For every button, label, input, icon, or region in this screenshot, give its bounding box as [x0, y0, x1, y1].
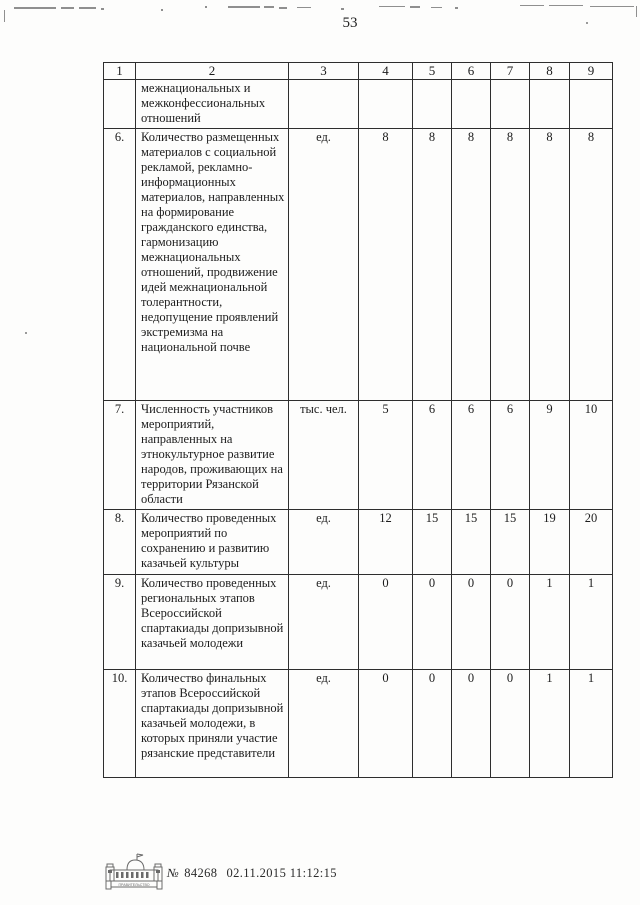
- stamp-caption: ПРАВИТЕЛЬСТВО: [118, 882, 150, 887]
- value-cell: 1: [530, 670, 570, 778]
- column-header: 9: [570, 63, 613, 80]
- value-cell: [452, 80, 491, 129]
- page-number: 53: [342, 15, 358, 31]
- value-cell: 6: [491, 401, 530, 510]
- value-cell: 8: [413, 129, 452, 401]
- number-sign: №: [167, 866, 180, 880]
- scan-artifact: [410, 6, 420, 8]
- scan-artifact: [14, 7, 56, 9]
- value-cell: 8: [359, 129, 413, 401]
- scan-artifact: [549, 5, 583, 6]
- scan-artifact: [279, 7, 287, 9]
- value-cell: 8: [452, 129, 491, 401]
- table-row: [104, 575, 613, 670]
- value-cell: 0: [359, 575, 413, 670]
- value-cell: 8: [491, 129, 530, 401]
- indicator-name-cell: межнациональных и межконфессиональных отношений: [136, 80, 289, 129]
- scan-artifact: [590, 6, 634, 7]
- scan-artifact: [297, 7, 311, 8]
- table-row: [104, 510, 613, 575]
- table-header-row: [104, 63, 613, 80]
- value-cell: 15: [413, 510, 452, 575]
- indicator-name-cell: Количество проведенных региональных этапов Всероссийской спартакиады допризывной казачьей молодежи: [136, 575, 289, 670]
- column-header: 5: [413, 63, 452, 80]
- column-header: 4: [359, 63, 413, 80]
- value-cell: 20: [570, 510, 613, 575]
- row-number-cell: 7.: [104, 401, 136, 510]
- value-cell: 0: [359, 670, 413, 778]
- registration-number: 84268: [184, 866, 218, 880]
- scan-artifact: [264, 6, 274, 8]
- indicators-table: [103, 62, 613, 778]
- value-cell: 19: [530, 510, 570, 575]
- value-cell: 5: [359, 401, 413, 510]
- table-row: [104, 80, 613, 129]
- value-cell: 1: [570, 670, 613, 778]
- unit-cell: тыс. чел.: [289, 401, 359, 510]
- value-cell: [359, 80, 413, 129]
- value-cell: 8: [570, 129, 613, 401]
- value-cell: 15: [452, 510, 491, 575]
- scan-artifact: [161, 9, 163, 11]
- unit-cell: ед.: [289, 575, 359, 670]
- row-number-cell: 8.: [104, 510, 136, 575]
- value-cell: 0: [413, 670, 452, 778]
- unit-cell: [289, 80, 359, 129]
- row-number-cell: 6.: [104, 129, 136, 401]
- value-cell: 0: [491, 670, 530, 778]
- column-header: 2: [136, 63, 289, 80]
- row-number-cell: 9.: [104, 575, 136, 670]
- column-header: 7: [491, 63, 530, 80]
- value-cell: [491, 80, 530, 129]
- scan-artifact: [455, 7, 458, 9]
- value-cell: 8: [530, 129, 570, 401]
- row-number-cell: 10.: [104, 670, 136, 778]
- indicator-name-cell: Численность участников мероприятий, направленных на этнокультурное развитие народов, проживающих на территории Рязанской области: [136, 401, 289, 510]
- scan-artifact: [4, 10, 5, 22]
- indicator-name-cell: Количество финальных этапов Всероссийской спартакиады допризывной казачьей молодежи, в которых приняли участие рязанские представители: [136, 670, 289, 778]
- unit-cell: ед.: [289, 129, 359, 401]
- column-header: 3: [289, 63, 359, 80]
- indicator-name-cell: Количество проведенных мероприятий по сохранению и развитию казачьей культуры: [136, 510, 289, 575]
- scan-artifact: [61, 7, 74, 9]
- scan-artifact: [520, 5, 544, 6]
- value-cell: 9: [530, 401, 570, 510]
- scan-artifact: [101, 8, 104, 10]
- value-cell: 6: [452, 401, 491, 510]
- row-number-cell: [104, 80, 136, 129]
- scan-artifact: [79, 7, 96, 9]
- table-row: [104, 129, 613, 401]
- value-cell: 0: [452, 670, 491, 778]
- table-row: [104, 670, 613, 778]
- indicator-name-cell: Количество размещенных материалов с социальной рекламой, рекламно-информационных материалов, направленных на формирование гражданского единства, гармонизацию межнациональных отношений, продвижение идей межнациональной толерантности, недопущение проявлений экстремизма на национальной почве: [136, 129, 289, 401]
- column-header: 1: [104, 63, 136, 80]
- scan-artifact: [25, 332, 27, 334]
- value-cell: 0: [413, 575, 452, 670]
- scan-artifact: [636, 6, 637, 17]
- value-cell: 0: [491, 575, 530, 670]
- unit-cell: ед.: [289, 670, 359, 778]
- government-building-stamp-icon: [104, 851, 164, 900]
- value-cell: 12: [359, 510, 413, 575]
- unit-cell: ед.: [289, 510, 359, 575]
- value-cell: 10: [570, 401, 613, 510]
- scan-artifact: [228, 6, 260, 8]
- value-cell: 0: [452, 575, 491, 670]
- scan-artifact: [341, 8, 344, 10]
- column-header: 6: [452, 63, 491, 80]
- scan-artifact: [205, 6, 207, 8]
- value-cell: [413, 80, 452, 129]
- value-cell: 1: [530, 575, 570, 670]
- table-row: [104, 401, 613, 510]
- value-cell: 1: [570, 575, 613, 670]
- value-cell: 15: [491, 510, 530, 575]
- scan-artifact: [586, 22, 588, 24]
- column-header: 8: [530, 63, 570, 80]
- scan-artifact: [379, 6, 405, 7]
- value-cell: 6: [413, 401, 452, 510]
- scan-artifact: [431, 7, 442, 8]
- value-cell: [530, 80, 570, 129]
- registration-datetime: 02.11.2015 11:12:15: [226, 866, 337, 880]
- value-cell: [570, 80, 613, 129]
- registration-stamp-text: [167, 866, 337, 881]
